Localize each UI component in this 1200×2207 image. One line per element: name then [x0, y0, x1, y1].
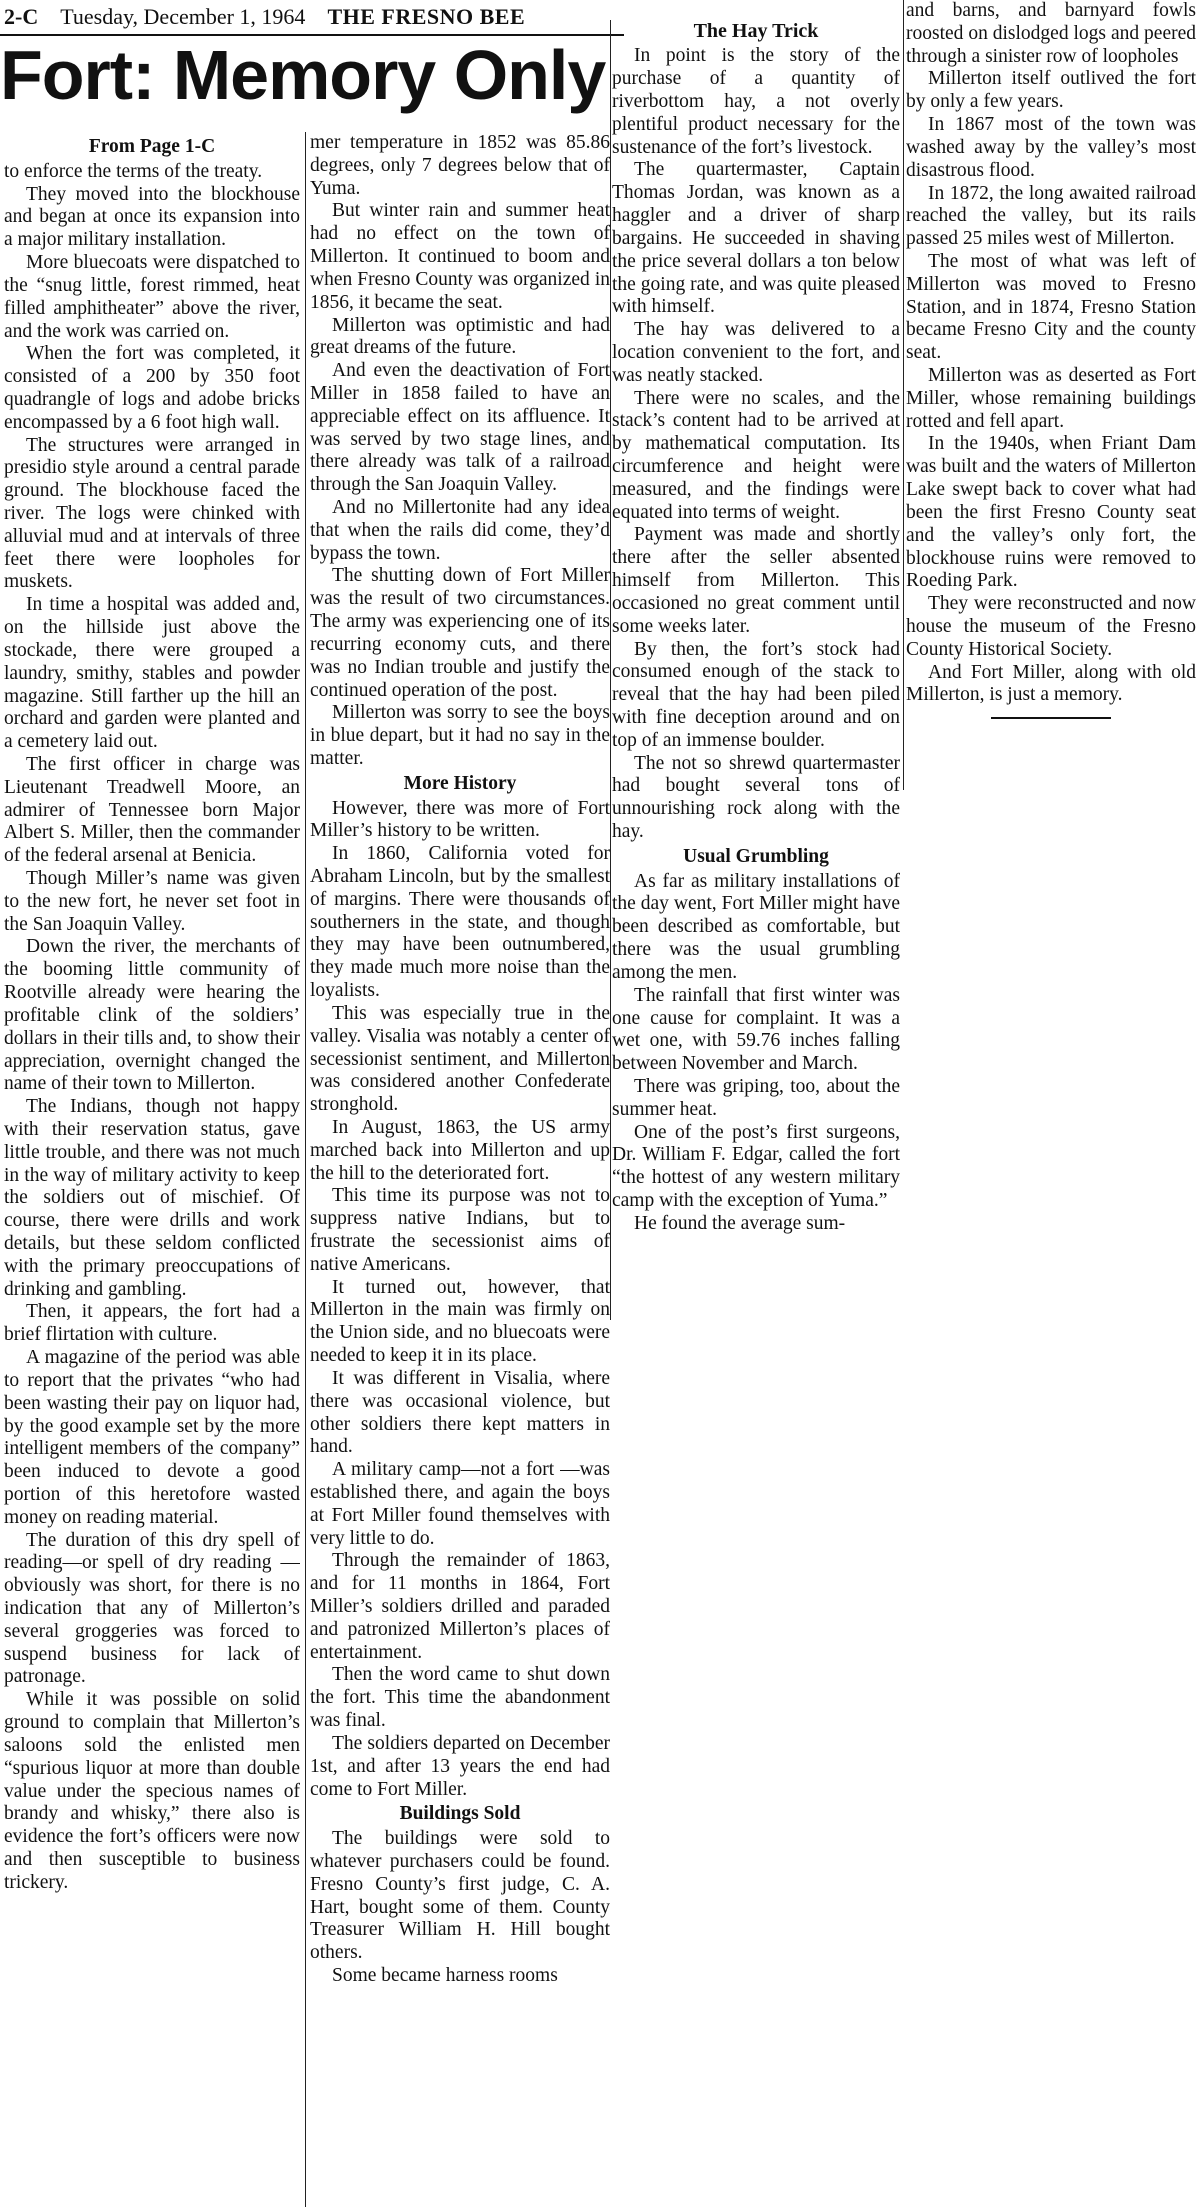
page-number: 2-C	[4, 4, 39, 29]
article-paragraph: The shutting down of Fort Miller was the result of two circumstances. The army was experiencing one of its recurring economy cuts, and there was no Indian trouble and justify the continued operation of the post.	[310, 565, 610, 701]
jump-line: From Page 1-C	[88, 136, 216, 157]
article-paragraph: There were no scales, and the stack’s content had to be arrived at by mathematical computation. Its circumference and height were measured, and the findings were equated into terms of weight.	[612, 387, 900, 523]
subhead-usual-grumbling: Usual Grumbling	[683, 845, 829, 867]
article-paragraph: In 1867 most of the town was washed away by the valley’s most disastrous flood.	[906, 114, 1196, 181]
article-paragraph: And Fort Miller, along with old Millerton, is just a memory.	[906, 661, 1196, 706]
article-column-1	[4, 132, 300, 2207]
article-paragraph: In time a hospital was added and, on the hillside just above the stockade, there were grouped a laundry, smithy, stables and powder magazine. Still farther up the hill an orchard and garden were planted and a cemetery laid out.	[4, 594, 300, 753]
article-paragraph: In 1860, California voted for Abraham Lincoln, but by the smallest of margins. There were thousands of southerners in the state, and though they may have been outnumbered, they made much more noise than the loyalists.	[310, 843, 610, 1002]
article-paragraph: Millerton itself outlived the fort by only a few years.	[906, 68, 1196, 113]
article-paragraph: In 1872, the long awaited railroad reached the valley, but its rails passed 25 miles west of Millerton.	[906, 182, 1196, 250]
article-paragraph: They moved into the blockhouse and began at once its expansion into a major military installation.	[4, 183, 300, 251]
column-rule	[305, 132, 306, 2207]
article-paragraph: While it was possible on solid ground to complain that Millerton’s saloons sold the enlisted men “spurious liquor at more than double value under the specious names of brandy and whisky,” there also is evidence the fort’s officers were now and then susceptible to business trickery.	[4, 1689, 300, 1893]
article-paragraph: The buildings were sold to whatever purchasers could be found. Fresno County’s first judge, C. A. Hart, bought some of them. County Treasurer William H. Hill bought others.	[310, 1828, 610, 1964]
article-paragraph: However, there was more of Fort Miller’s history to be written.	[310, 797, 610, 842]
article-paragraph: Though Miller’s name was given to the new fort, he never set foot in the San Joaquin Valley.	[4, 868, 300, 935]
article-paragraph: This was especially true in the valley. Visalia was notably a center of secessionist sentiment, and Millerton was considered another Confederate stronghold.	[310, 1002, 610, 1116]
subhead-more-history: More History	[403, 772, 517, 794]
subhead-hay-trick: The Hay Trick	[693, 20, 819, 42]
article-paragraph: In point is the story of the purchase of a quantity of riverbottom hay, a not overly plentiful product necessary for the sustenance of the fort’s livestock.	[612, 45, 900, 158]
article-paragraph: Down the river, the merchants of the booming little community of Rootville already were hearing the profitable clink of the soldiers’ dollars in their tills and, to show their appreciation, overnight changed the name of their town to Millerton.	[4, 936, 300, 1095]
article-paragraph: And no Millertonite had any idea that when the rails did come, they’d bypass the town.	[310, 497, 610, 564]
article-paragraph: In the 1940s, when Friant Dam was built and the waters of Millerton Lake swept back to cover what had been the first Fresno County seat and the valley’s only fort, the blockhouse ruins were removed to Roeding Park.	[906, 433, 1196, 592]
article-paragraph: By then, the fort’s stock had consumed enough of the stack to reveal that the hay had been piled with fine deception around and on top of an immense boulder.	[612, 638, 900, 751]
article-paragraph: It turned out, however, that Millerton in the main was firmly on the Union side, and no bluecoats were needed to keep it in its place.	[310, 1276, 610, 1367]
article-paragraph: Millerton was optimistic and had great dreams of the future.	[310, 314, 610, 359]
article-paragraph: There was griping, too, about the summer heat.	[612, 1075, 900, 1120]
article-paragraph: One of the post’s first surgeons, Dr. William F. Edgar, called the fort “the hottest of any western military camp with the exception of Yuma.”	[612, 1121, 900, 1212]
article-column-2	[310, 132, 610, 2207]
article-paragraph: Millerton was as deserted as Fort Miller, whose remaining buildings rotted and fell apart.	[906, 365, 1196, 432]
headline: Fort: Memory Only	[0, 36, 606, 114]
article-paragraph: In August, 1863, the US army marched back into Millerton and up the hill to the deteriorated fort.	[310, 1116, 610, 1184]
issue-date: Tuesday, December 1, 1964	[60, 4, 306, 29]
article-paragraph: The rainfall that first winter was one cause for complaint. It was a wet one, with 59.76 inches falling between November and March.	[612, 984, 900, 1075]
article-paragraph: It was different in Visalia, where there was occasional violence, but other soldiers there kept matters in hand.	[310, 1367, 610, 1458]
article-paragraph: Then, it appears, the fort had a brief flirtation with culture.	[4, 1301, 300, 1346]
article-paragraph: The first officer in charge was Lieutenant Treadwell Moore, an admirer of Tennessee born Major Albert S. Miller, then the commander of the federal arsenal at Benicia.	[4, 753, 300, 867]
article-paragraph: The structures were arranged in presidio style around a central parade ground. The blockhouse faced the river. The logs were chinked with alluvial mud and at intervals of three feet there were loopholes for muskets.	[4, 434, 300, 593]
article-paragraph: The duration of this dry spell of reading—or spell of dry reading — obviously was short, for there is no indication that any of Millerton’s several groggeries was forced to suspend business for lack of patronage.	[4, 1529, 300, 1688]
article-column-3	[612, 20, 900, 1340]
article-paragraph: to enforce the terms of the treaty.	[4, 160, 263, 182]
article-paragraph: As far as military installations of the day went, Fort Miller might have been described as comfortable, but there was the usual grumbling among the men.	[612, 870, 900, 983]
article-paragraph: They were reconstructed and now house the museum of the Fresno County Historical Society.	[906, 593, 1196, 660]
article-paragraph: and barns, and barnyard fowls roosted on dislodged logs and peered through a sinister row of loopholes	[906, 0, 1196, 67]
article-paragraph: The soldiers departed on December 1st, and after 13 years the end had come to Fort Miller.	[310, 1732, 610, 1800]
masthead	[0, 0, 624, 36]
article-paragraph: The Indians, though not happy with their reservation status, gave little trouble, and there was not much in the way of military activity to keep the soldiers out of mischief. Of course, there were drills and work details, but these seldom conflicted with the primary preoccupations of drinking and gambling.	[4, 1096, 300, 1300]
article-paragraph: He found the average sum-	[634, 1212, 846, 1234]
subhead-buildings-sold: Buildings Sold	[399, 1803, 521, 1825]
article-paragraph: Through the remainder of 1863, and for 11 months in 1864, Fort Miller’s soldiers drilled and paraded and patronized Millerton’s places of entertainment.	[310, 1550, 610, 1663]
article-paragraph: The hay was delivered to a location convenient to the fort, and was neatly stacked.	[612, 319, 900, 386]
article-paragraph: The most of what was left of Millerton was moved to Fresno Station, and in 1874, Fresno Station became Fresno City and the county seat.	[906, 250, 1196, 364]
article-column-4	[906, 0, 1196, 800]
article-paragraph: Payment was made and shortly there after the seller absented himself from Millerton. This occasioned no great comment until some weeks later.	[612, 524, 900, 637]
article-paragraph: Some became harness rooms	[332, 1965, 558, 1986]
column-rule	[903, 0, 904, 790]
article-paragraph: But winter rain and summer heat had no effect on the town of Millerton. It continued to boom and when Fresno County was organized in 1856, it became the seat.	[310, 200, 610, 313]
article-paragraph: More bluecoats were dispatched to the “snug little, forest rimmed, heat filled amphitheater” above the river, and the work was carried on.	[4, 252, 300, 342]
newspaper-name: THE FRESNO BEE	[327, 4, 526, 29]
end-of-article-rule	[991, 717, 1111, 719]
article-paragraph: Then the word came to shut down the fort. This time the abandonment was final.	[310, 1664, 610, 1732]
article-paragraph: This time its purpose was not to suppress native Indians, but to frustrate the secessionist aims of native Americans.	[310, 1185, 610, 1275]
article-paragraph: A magazine of the period was able to report that the privates “who had been wasting their pay on liquor had, by the good example set by the more intelligent members of the company” been induced to devote a good portion of this heretofore wasted money on reading material.	[4, 1347, 300, 1528]
article-paragraph: A military camp—not a fort —was established there, and again the boys at Fort Miller found themselves with very little to do.	[310, 1459, 610, 1549]
article-paragraph: The not so shrewd quartermaster had bought several tons of unnourishing rock along with the hay.	[612, 752, 900, 843]
article-paragraph: The quartermaster, Captain Thomas Jordan, was known as a haggler and a driver of sharp bargains. He succeeded in shaving the price several dollars a ton below the going rate, and was quite pleased with himself.	[612, 159, 900, 318]
article-paragraph: And even the deactivation of Fort Miller in 1858 failed to have an appreciable effect on its affluence. It was served by two stage lines, and there already was talk of a railroad through the San Joaquin Valley.	[310, 360, 610, 496]
column-rule	[610, 20, 611, 1320]
article-paragraph: Millerton was sorry to see the boys in blue depart, but it had no say in the matter.	[310, 702, 610, 769]
article-paragraph: When the fort was completed, it consisted of a 200 by 350 foot quadrangle of logs and adobe bricks encompassed by a 6 foot high wall.	[4, 343, 300, 433]
article-paragraph: mer temperature in 1852 was 85.86 degrees, only 7 degrees below that of Yuma.	[310, 132, 610, 199]
